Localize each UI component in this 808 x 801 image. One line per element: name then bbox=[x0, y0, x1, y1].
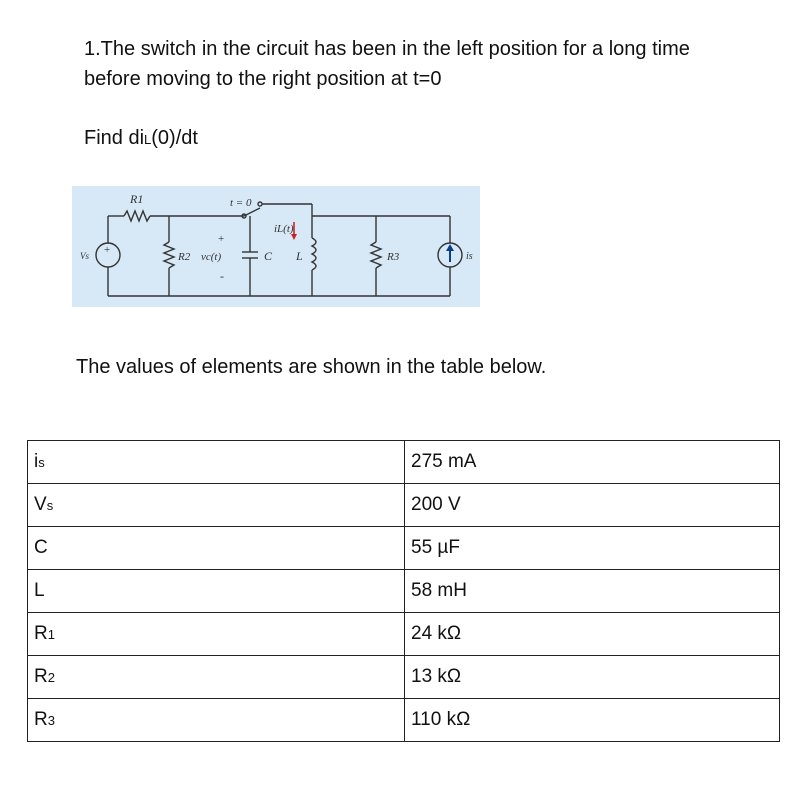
element-subscript: s bbox=[38, 455, 45, 470]
element-value-cell: 13 kΩ bbox=[405, 656, 780, 699]
values-table bbox=[27, 440, 780, 742]
element-name: R bbox=[34, 666, 48, 687]
find-prefix: Find di bbox=[84, 127, 145, 149]
element-name: C bbox=[34, 537, 48, 558]
element-subscript: 1 bbox=[47, 627, 55, 642]
element-subscript: 3 bbox=[47, 713, 55, 728]
element-value-cell: 275 mA bbox=[405, 441, 780, 484]
table-row bbox=[28, 484, 780, 527]
find-prompt bbox=[84, 123, 198, 155]
element-name: R bbox=[34, 623, 48, 644]
element-name: V bbox=[34, 494, 47, 515]
label-r2: R2 bbox=[178, 251, 191, 263]
label-il: iL(t) bbox=[274, 223, 294, 235]
element-name: i bbox=[34, 451, 39, 472]
label-is: is bbox=[466, 251, 473, 262]
table-row bbox=[28, 570, 780, 613]
circuit-svg bbox=[72, 186, 480, 307]
is-arrow-icon bbox=[446, 244, 454, 251]
vs-plus-sign: + bbox=[104, 244, 111, 256]
label-vc: vc(t) bbox=[201, 251, 222, 263]
table-row bbox=[28, 613, 780, 656]
table-row bbox=[28, 656, 780, 699]
label-vs: Vs bbox=[80, 251, 89, 261]
element-value-cell: 110 kΩ bbox=[405, 699, 780, 742]
element-name-cell bbox=[28, 484, 405, 527]
element-name-cell bbox=[28, 570, 405, 613]
inductor-symbol bbox=[312, 238, 316, 270]
element-name-cell bbox=[28, 441, 405, 484]
problem-line-1: 1.The switch in the circuit has been in the left position for a long time bbox=[84, 38, 690, 60]
element-subscript: 2 bbox=[47, 670, 55, 685]
r1-resistor-symbol bbox=[124, 211, 150, 221]
table-row bbox=[28, 699, 780, 742]
label-r1: R1 bbox=[130, 192, 144, 206]
label-vc-plus: + bbox=[218, 233, 225, 245]
problem-line-2: before moving to the right position at t=0 bbox=[84, 68, 442, 90]
table-row bbox=[28, 441, 780, 484]
label-vc-minus: - bbox=[220, 269, 224, 283]
element-name-cell bbox=[28, 527, 405, 570]
element-name: L bbox=[34, 580, 45, 601]
find-suffix: (0)/dt bbox=[151, 127, 198, 149]
element-name-cell bbox=[28, 613, 405, 656]
element-name: R bbox=[34, 709, 48, 730]
element-value-cell: 55 µF bbox=[405, 527, 780, 570]
element-name-cell bbox=[28, 699, 405, 742]
table-row bbox=[28, 527, 780, 570]
label-r3: R3 bbox=[387, 251, 400, 263]
r3-resistor-symbol bbox=[371, 242, 381, 268]
label-c: C bbox=[264, 249, 273, 263]
element-value-cell: 58 mH bbox=[405, 570, 780, 613]
element-name-cell bbox=[28, 656, 405, 699]
circuit-diagram bbox=[72, 186, 480, 307]
element-subscript: s bbox=[46, 498, 54, 513]
label-switch-time: t = 0 bbox=[230, 197, 252, 209]
values-note: The values of elements are shown in the table below. bbox=[76, 356, 547, 378]
element-value-cell: 200 V bbox=[405, 484, 780, 527]
find-subscript: L bbox=[144, 132, 152, 147]
label-l: L bbox=[296, 249, 303, 263]
problem-statement bbox=[84, 34, 784, 94]
element-value-cell: 24 kΩ bbox=[405, 613, 780, 656]
r2-resistor-symbol bbox=[164, 242, 174, 268]
